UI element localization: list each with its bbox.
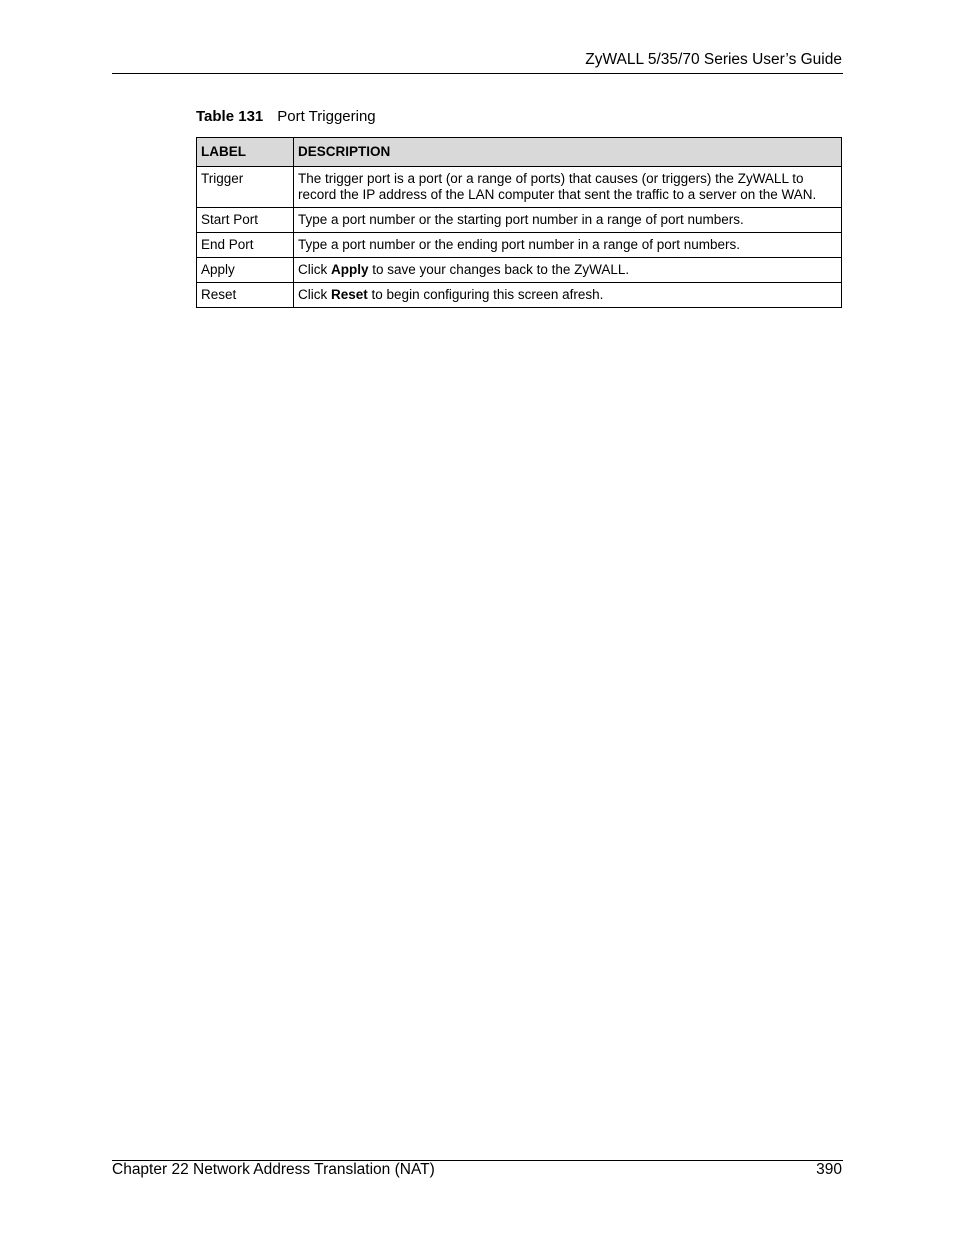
description-bold: Apply	[331, 262, 369, 277]
description-bold: Reset	[331, 287, 368, 302]
table-row	[197, 233, 842, 258]
port-triggering-table	[196, 137, 842, 308]
footer-chapter: Chapter 22 Network Address Translation (NAT)	[112, 1161, 435, 1178]
description-text: Click	[298, 262, 331, 277]
table-row	[197, 167, 842, 208]
table-caption	[196, 108, 376, 125]
row-description	[294, 208, 842, 233]
page-number: 390	[816, 1161, 842, 1178]
description-text: Click	[298, 287, 331, 302]
table-number: Table 131	[196, 108, 264, 125]
row-label: End Port	[197, 233, 294, 258]
description-text-post: to begin configuring this screen afresh.	[367, 287, 604, 302]
row-label: Start Port	[197, 208, 294, 233]
row-label: Trigger	[197, 167, 294, 208]
row-description	[294, 283, 842, 308]
header-rule	[112, 73, 843, 74]
table-header-row	[197, 138, 842, 167]
table-row	[197, 208, 842, 233]
description-text-post: to save your changes back to the ZyWALL.	[368, 262, 630, 277]
row-label: Reset	[197, 283, 294, 308]
table-row	[197, 283, 842, 308]
description-text: Type a port number or the starting port number in a range of port numbers.	[298, 212, 744, 227]
column-header-description: DESCRIPTION	[294, 138, 842, 167]
table-row	[197, 258, 842, 283]
row-label: Apply	[197, 258, 294, 283]
table-title: Port Triggering	[277, 108, 376, 125]
row-description	[294, 167, 842, 208]
column-header-label: LABEL	[197, 138, 294, 167]
description-text: The trigger port is a port (or a range of ports) that causes (or triggers) the ZyWALL to record the IP address of the LAN computer that sent the traffic to a server on the WAN.	[298, 171, 817, 202]
running-header: ZyWALL 5/35/70 Series User’s Guide	[585, 51, 842, 68]
row-description	[294, 233, 842, 258]
description-text: Type a port number or the ending port number in a range of port numbers.	[298, 237, 741, 252]
row-description	[294, 258, 842, 283]
